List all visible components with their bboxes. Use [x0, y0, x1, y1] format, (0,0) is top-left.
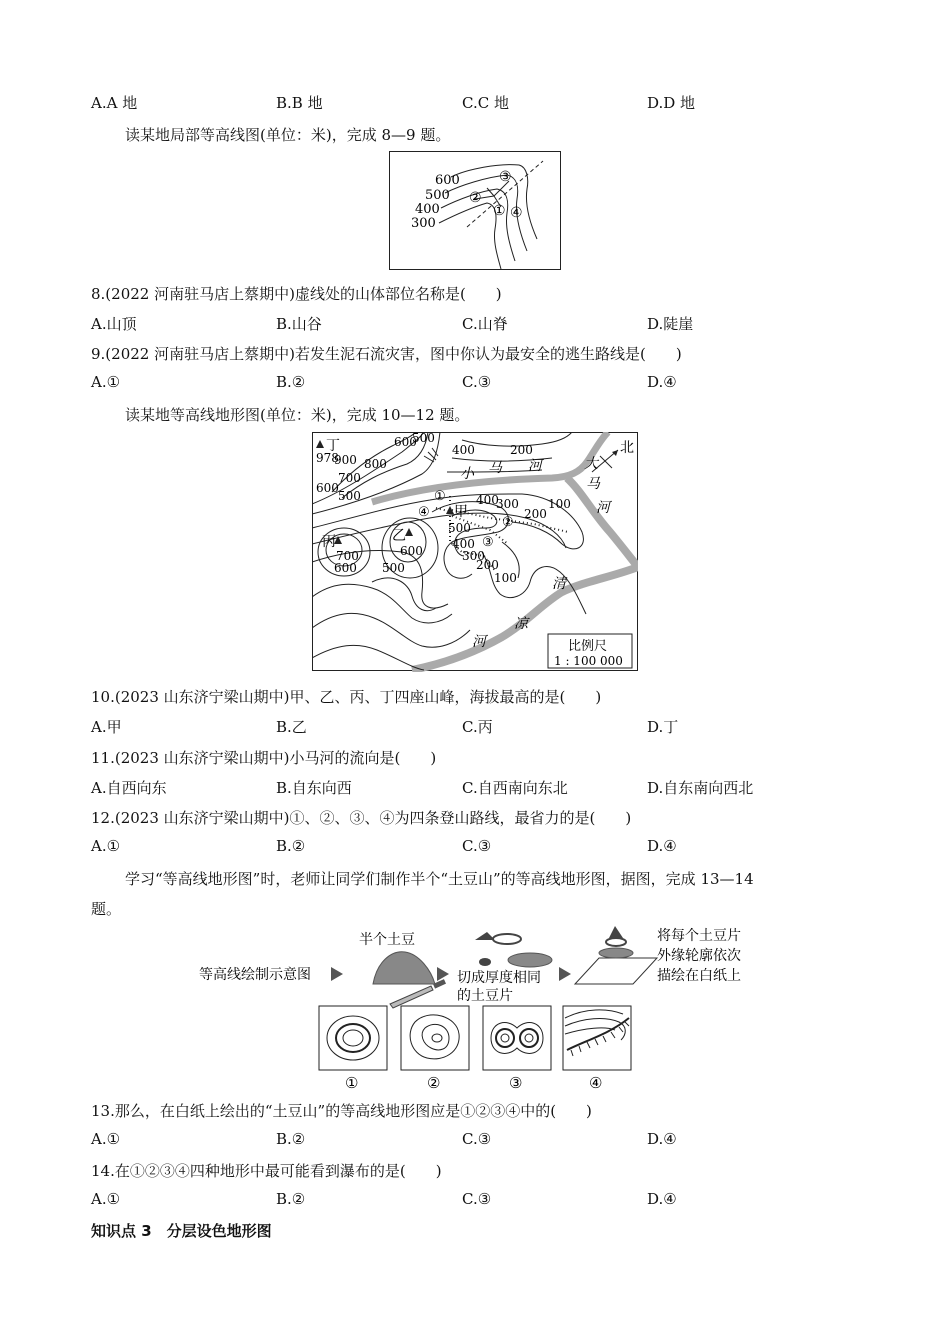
- river-he: 河: [528, 458, 542, 474]
- fig2-label-600d: 600: [400, 544, 423, 558]
- fig2-label-500d: 500: [382, 561, 405, 575]
- fig2-label-400a: 400: [452, 443, 475, 457]
- north-label: 北: [620, 440, 634, 456]
- river-xiao: 小: [460, 466, 474, 482]
- q12-option-a: A.①: [91, 837, 121, 855]
- q8-option-a: A.山顶: [91, 315, 137, 333]
- fig2-marker-3: ③: [482, 535, 494, 550]
- q13-option-b: B.②: [276, 1130, 306, 1148]
- q7-options: [91, 92, 851, 114]
- fig1-marker-3: ③: [499, 169, 512, 185]
- river-he2: 河: [596, 500, 610, 516]
- river-he3: 河: [472, 634, 486, 650]
- q9-option-a: A.①: [91, 373, 121, 391]
- scale-title: 比例尺: [568, 639, 608, 654]
- potato-label: 半个土豆: [359, 932, 415, 948]
- q10-options: [91, 716, 851, 738]
- q13-option-d: D.④: [647, 1130, 677, 1148]
- fig1-label-500: 500: [425, 188, 450, 203]
- river-liang: 凉: [514, 616, 528, 632]
- q10-option-c: C.丙: [462, 718, 493, 736]
- q10-option-b: B.乙: [276, 718, 307, 736]
- panel-label-1: ①: [345, 1074, 359, 1092]
- q9-options: [91, 373, 851, 395]
- q11-options: [91, 777, 851, 799]
- panel-2: [401, 1006, 469, 1070]
- q11-option-b: B.自东向西: [276, 779, 352, 797]
- q14-option-d: D.④: [647, 1190, 677, 1208]
- q8-option-c: C.山脊: [462, 315, 508, 333]
- q13-options: [91, 1130, 851, 1152]
- fig2-label-100b: 100: [494, 571, 517, 585]
- contour-map-figure-2: [312, 432, 638, 672]
- q7-option-a: A.A 地: [91, 94, 138, 112]
- q13-option-a: A.①: [91, 1130, 121, 1148]
- panel-1: [319, 1006, 387, 1070]
- fig1-marker-4: ④: [510, 205, 523, 221]
- fig2-label-200c: 200: [476, 558, 499, 572]
- panel-label-3: ③: [509, 1074, 523, 1092]
- peak-jia: 甲: [454, 504, 468, 520]
- fig2-label-600a: 600: [394, 435, 417, 449]
- q8-option-d: D.陡崖: [647, 315, 694, 333]
- q7-option-c: C.C 地: [462, 94, 509, 112]
- trace-label-1: 将每个土豆片: [657, 928, 741, 944]
- q8-stem: 8.(2022 河南驻马店上蔡期中)虚线处的山体部位名称是( ): [91, 285, 502, 303]
- fig2-label-300b: 300: [462, 549, 485, 563]
- q7-option-d: D.D 地: [647, 94, 696, 112]
- q10-stem: 10.(2023 山东济宁梁山期中)甲、乙、丙、丁四座山峰，海拔最高的是( ): [91, 688, 602, 706]
- panel-label-4: ④: [589, 1074, 603, 1092]
- fig2-label-100a: 100: [548, 497, 571, 511]
- fig2-label-200b: 200: [524, 507, 547, 521]
- fig1-label-600: 600: [435, 173, 460, 188]
- diagram-left-label: 等高线绘制示意图: [199, 967, 311, 983]
- q14-options: [91, 1190, 851, 1212]
- q13-stem: 13.那么，在白纸上绘出的“土豆山”的等高线地形图应是①②③④中的( ): [91, 1102, 592, 1120]
- contour-map-figure-1: [389, 151, 561, 271]
- fig2-label-400b: 400: [476, 493, 499, 507]
- fig2-label-600c: 600: [334, 561, 357, 575]
- trace-label-2: 外缘轮廓依次: [657, 948, 741, 964]
- fig1-marker-2: ②: [469, 190, 482, 206]
- fig2-label-700b: 700: [336, 549, 359, 563]
- fig2-marker-2: ②: [502, 515, 514, 530]
- q9-option-d: D.④: [647, 373, 677, 391]
- potato-contour-diagram: [195, 922, 760, 1092]
- fig1-label-400: 400: [415, 202, 440, 217]
- peak-bing: 丙: [322, 534, 336, 550]
- peak-ding-height: 978: [316, 451, 339, 465]
- fig1-label-300: 300: [411, 216, 436, 231]
- q7-option-b: B.B 地: [276, 94, 323, 112]
- q9-option-b: B.②: [276, 373, 306, 391]
- q12-stem: 12.(2023 山东济宁梁山期中)①、②、③、④为四条登山路线，最省力的是( ): [91, 809, 632, 827]
- fig2-marker-4: ④: [418, 505, 430, 520]
- q8-options: [91, 313, 851, 335]
- river-qing: 清: [552, 576, 566, 592]
- q12-option-b: B.②: [276, 837, 306, 855]
- fig2-label-500b: 500: [338, 489, 361, 503]
- q14-stem: 14.在①②③④四种地形中最可能看到瀑布的是( ): [91, 1162, 442, 1180]
- fig2-label-800: 800: [364, 457, 387, 471]
- fig2-label-500c: 500: [448, 521, 471, 535]
- trace-label-3: 描绘在白纸上: [657, 968, 741, 984]
- fig2-label-900: 900: [334, 453, 357, 467]
- intro-13-14-line-2: 题。: [91, 900, 122, 918]
- panel-3: [483, 1006, 551, 1070]
- river-ma2: 马: [586, 476, 600, 492]
- q11-stem: 11.(2023 山东济宁梁山期中)小马河的流向是( ): [91, 749, 437, 767]
- peak-ding: 丁: [326, 438, 340, 454]
- intro-10-12: 读某地等高线地形图(单位：米)，完成 10—12 题。: [125, 406, 470, 424]
- q12-options: [91, 837, 851, 859]
- q12-option-c: C.③: [462, 837, 492, 855]
- section-heading: 知识点 3 分层设色地形图: [91, 1222, 272, 1240]
- q12-option-d: D.④: [647, 837, 677, 855]
- fig1-marker-1: ①: [493, 203, 506, 219]
- q8-option-b: B.山谷: [276, 315, 322, 333]
- fig2-label-300a: 300: [496, 497, 519, 511]
- q11-option-a: A.自西向东: [91, 779, 167, 797]
- q9-stem: 9.(2022 河南驻马店上蔡期中)若发生泥石流灾害，图中你认为最安全的逃生路线是( ): [91, 345, 682, 363]
- fig2-label-700: 700: [338, 471, 361, 485]
- fig2-label-200a: 200: [510, 443, 533, 457]
- panel-label-2: ②: [427, 1074, 441, 1092]
- fig2-marker-1: ①: [434, 489, 446, 504]
- fig2-label-500a: 500: [412, 432, 435, 445]
- q13-option-c: C.③: [462, 1130, 492, 1148]
- q10-option-d: D.丁: [647, 718, 679, 736]
- river-da: 大: [584, 456, 598, 472]
- q10-option-a: A.甲: [91, 718, 122, 736]
- slice-label-1: 切成厚度相同: [457, 970, 541, 986]
- fig2-label-600b: 600: [316, 481, 339, 495]
- q11-option-d: D.自东南向西北: [647, 779, 754, 797]
- river-ma: 马: [488, 460, 502, 476]
- slice-label-2: 的土豆片: [457, 988, 513, 1004]
- q14-option-c: C.③: [462, 1190, 492, 1208]
- q14-option-a: A.①: [91, 1190, 121, 1208]
- intro-8-9: 读某地局部等高线图(单位：米)，完成 8—9 题。: [125, 126, 451, 144]
- q11-option-c: C.自西南向东北: [462, 779, 568, 797]
- panel-4: [563, 1006, 631, 1070]
- q9-option-c: C.③: [462, 373, 492, 391]
- intro-13-14-line-1: 学习“等高线地形图”时，老师让同学们制作半个“土豆山”的等高线地形图，据图，完成 13—14: [125, 870, 754, 888]
- peak-yi: 乙: [392, 528, 406, 544]
- scale-value: 1 : 100 000: [554, 654, 623, 668]
- fig2-label-400c: 400: [452, 537, 475, 551]
- q14-option-b: B.②: [276, 1190, 306, 1208]
